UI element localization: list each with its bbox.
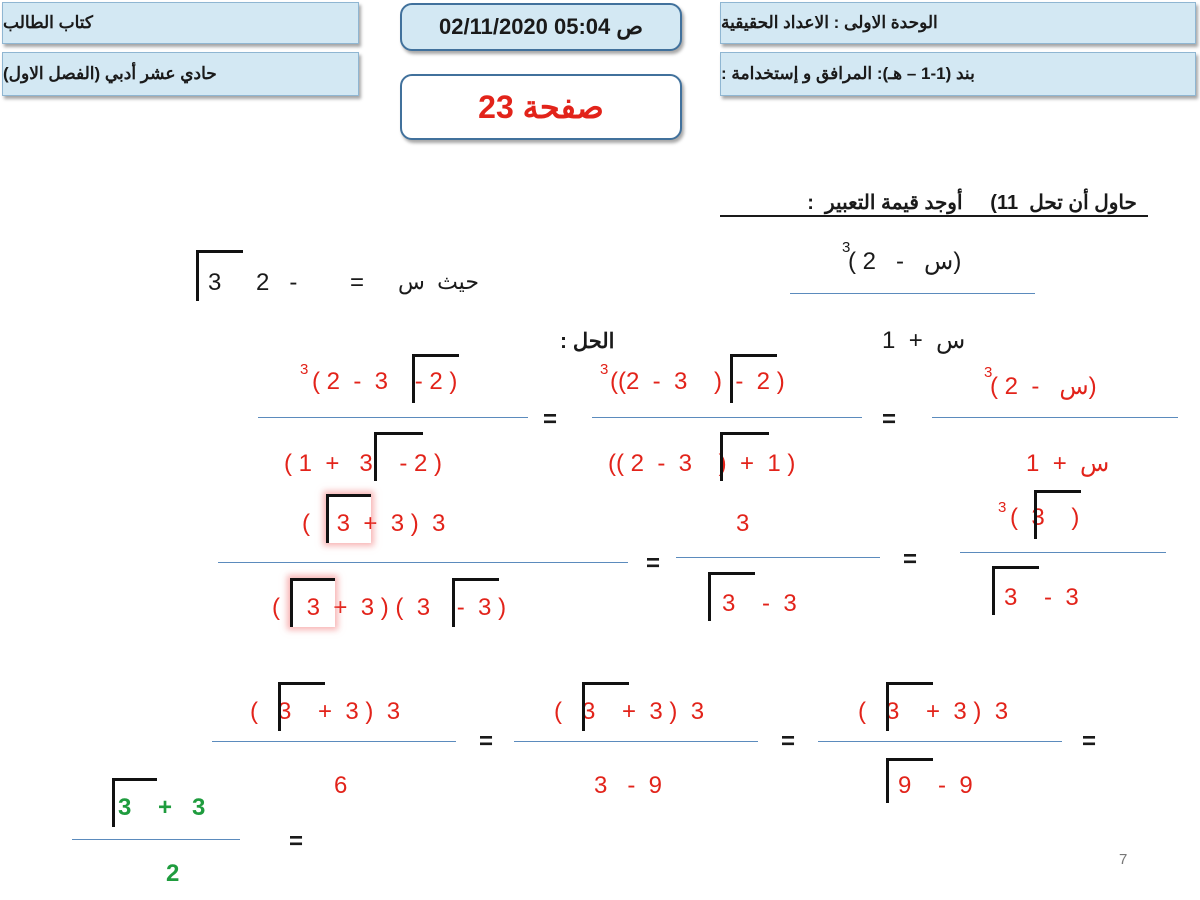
final-fraction-bar (72, 839, 240, 840)
row1-b-den-radical (720, 432, 769, 481)
row2-a-numerator: ( 3 + 3 ) 3 (302, 510, 446, 537)
row2-b-fraction-bar (676, 557, 880, 558)
row3-c-den-radical (886, 758, 933, 803)
final-equals: = (289, 828, 304, 855)
row2-c-den-radical (992, 566, 1039, 615)
row3-b-fraction-bar (514, 741, 758, 742)
row3-a-numerator: ( 3 + 3 ) 3 (250, 698, 401, 725)
row2-c-num-radical (1034, 490, 1081, 539)
row1-c-fraction-bar (932, 417, 1178, 418)
row1-b-numerator: ((2 - 3 ) - 2 ) (610, 368, 785, 395)
given-where: حيث س (398, 269, 479, 294)
problem-title (720, 173, 1148, 217)
row2-a-num-radical (326, 494, 371, 543)
expr-denominator: س + 1 (882, 327, 966, 354)
final-numerator: 3 + 3 (118, 794, 206, 821)
row1-a-fraction-bar (258, 417, 528, 418)
row3-c-denominator: 9 - 9 (898, 772, 973, 799)
expr-fraction-bar (790, 293, 1035, 294)
grade-text: حادي عشر أدبي (الفصل الاول) (3, 64, 217, 83)
row2-c-fraction-bar (960, 552, 1166, 553)
row1-b-denominator: (( 2 - 3 ) + 1 ) (608, 450, 796, 477)
book-text: كتاب الطالب (3, 13, 94, 32)
row1-equals-c: = (882, 406, 897, 433)
section-text: بند (1-1 – هـ): المرافق و إستخدامة : (721, 64, 975, 83)
given-radicand: 3 (208, 269, 222, 296)
row3-b-denominator: 3 - 9 (594, 772, 663, 799)
row2-b-denominator: 3 - 3 (722, 590, 797, 617)
row3-b-num-radical (582, 682, 629, 731)
row3-a-denominator: 6 (334, 772, 348, 799)
row1-c-denominator: س + 1 (1026, 450, 1110, 477)
row2-c-numerator: ( 3 ) (1010, 504, 1080, 531)
given-equals: = (350, 269, 365, 296)
row2-c-exponent: 3 (998, 499, 1007, 516)
row1-a-denominator: ( 1 + 3 - 2 ) (284, 450, 443, 477)
book-label (2, 2, 359, 44)
row3-equals-a: = (479, 728, 494, 755)
given-value: 2 - (256, 269, 298, 296)
expr-exponent: 3 (842, 239, 851, 256)
row1-a-num-radical (412, 354, 459, 403)
row1-a-numerator: ( 2 - 3 - 2 ) (312, 368, 458, 395)
section-label (720, 52, 1196, 96)
slide-number: 7 (1119, 851, 1128, 868)
row2-a-denominator: ( 3 + 3 ) ( 3 - 3 ) (272, 594, 507, 621)
datetime-text: 02/11/2020 05:04 ص (439, 14, 643, 39)
row1-b-num-radical (730, 354, 777, 403)
final-radical (112, 778, 157, 827)
row1-equals-b: = (543, 406, 558, 433)
row2-a-den-radical-1 (290, 578, 335, 627)
row2-equals-b: = (646, 550, 661, 577)
row2-equals-c: = (903, 546, 918, 573)
row3-c-numerator: ( 3 + 3 ) 3 (858, 698, 1009, 725)
row2-c-denominator: 3 - 3 (1004, 584, 1079, 611)
datetime-box (400, 3, 682, 51)
unit-text: الوحدة الاولى : الاعداد الحقيقية (721, 13, 938, 32)
row2-a-den-radical-2 (452, 578, 499, 627)
grade-label (2, 52, 359, 96)
expr-numerator: (س - 2 ) (848, 248, 962, 275)
row3-equals-c: = (1082, 728, 1097, 755)
row2-a-fraction-bar (218, 562, 628, 563)
unit-label (720, 2, 1196, 44)
row1-c-exponent: 3 (984, 364, 993, 381)
row3-a-num-radical (278, 682, 325, 731)
row3-a-fraction-bar (212, 741, 456, 742)
final-denominator: 2 (166, 860, 180, 887)
page-number-box (400, 74, 682, 140)
row1-c-numerator: (س - 2 ) (990, 373, 1097, 400)
solution-label: الحل : (560, 330, 615, 353)
row3-equals-b: = (781, 728, 796, 755)
given-radical-sign (196, 250, 243, 301)
problem-title-text: حاول أن تحل 11) أوجد قيمة التعبير : (807, 192, 1137, 214)
row1-a-den-radical (374, 432, 423, 481)
row2-b-den-radical (708, 572, 755, 621)
row2-b-numerator: 3 (736, 510, 750, 537)
row3-b-numerator: ( 3 + 3 ) 3 (554, 698, 705, 725)
page-number-text: صفحة 23 (478, 89, 604, 125)
row3-c-num-radical (886, 682, 933, 731)
row1-b-exponent: 3 (600, 361, 609, 378)
row1-a-exponent: 3 (300, 361, 309, 378)
row3-c-fraction-bar (818, 741, 1062, 742)
row1-b-fraction-bar (592, 417, 862, 418)
